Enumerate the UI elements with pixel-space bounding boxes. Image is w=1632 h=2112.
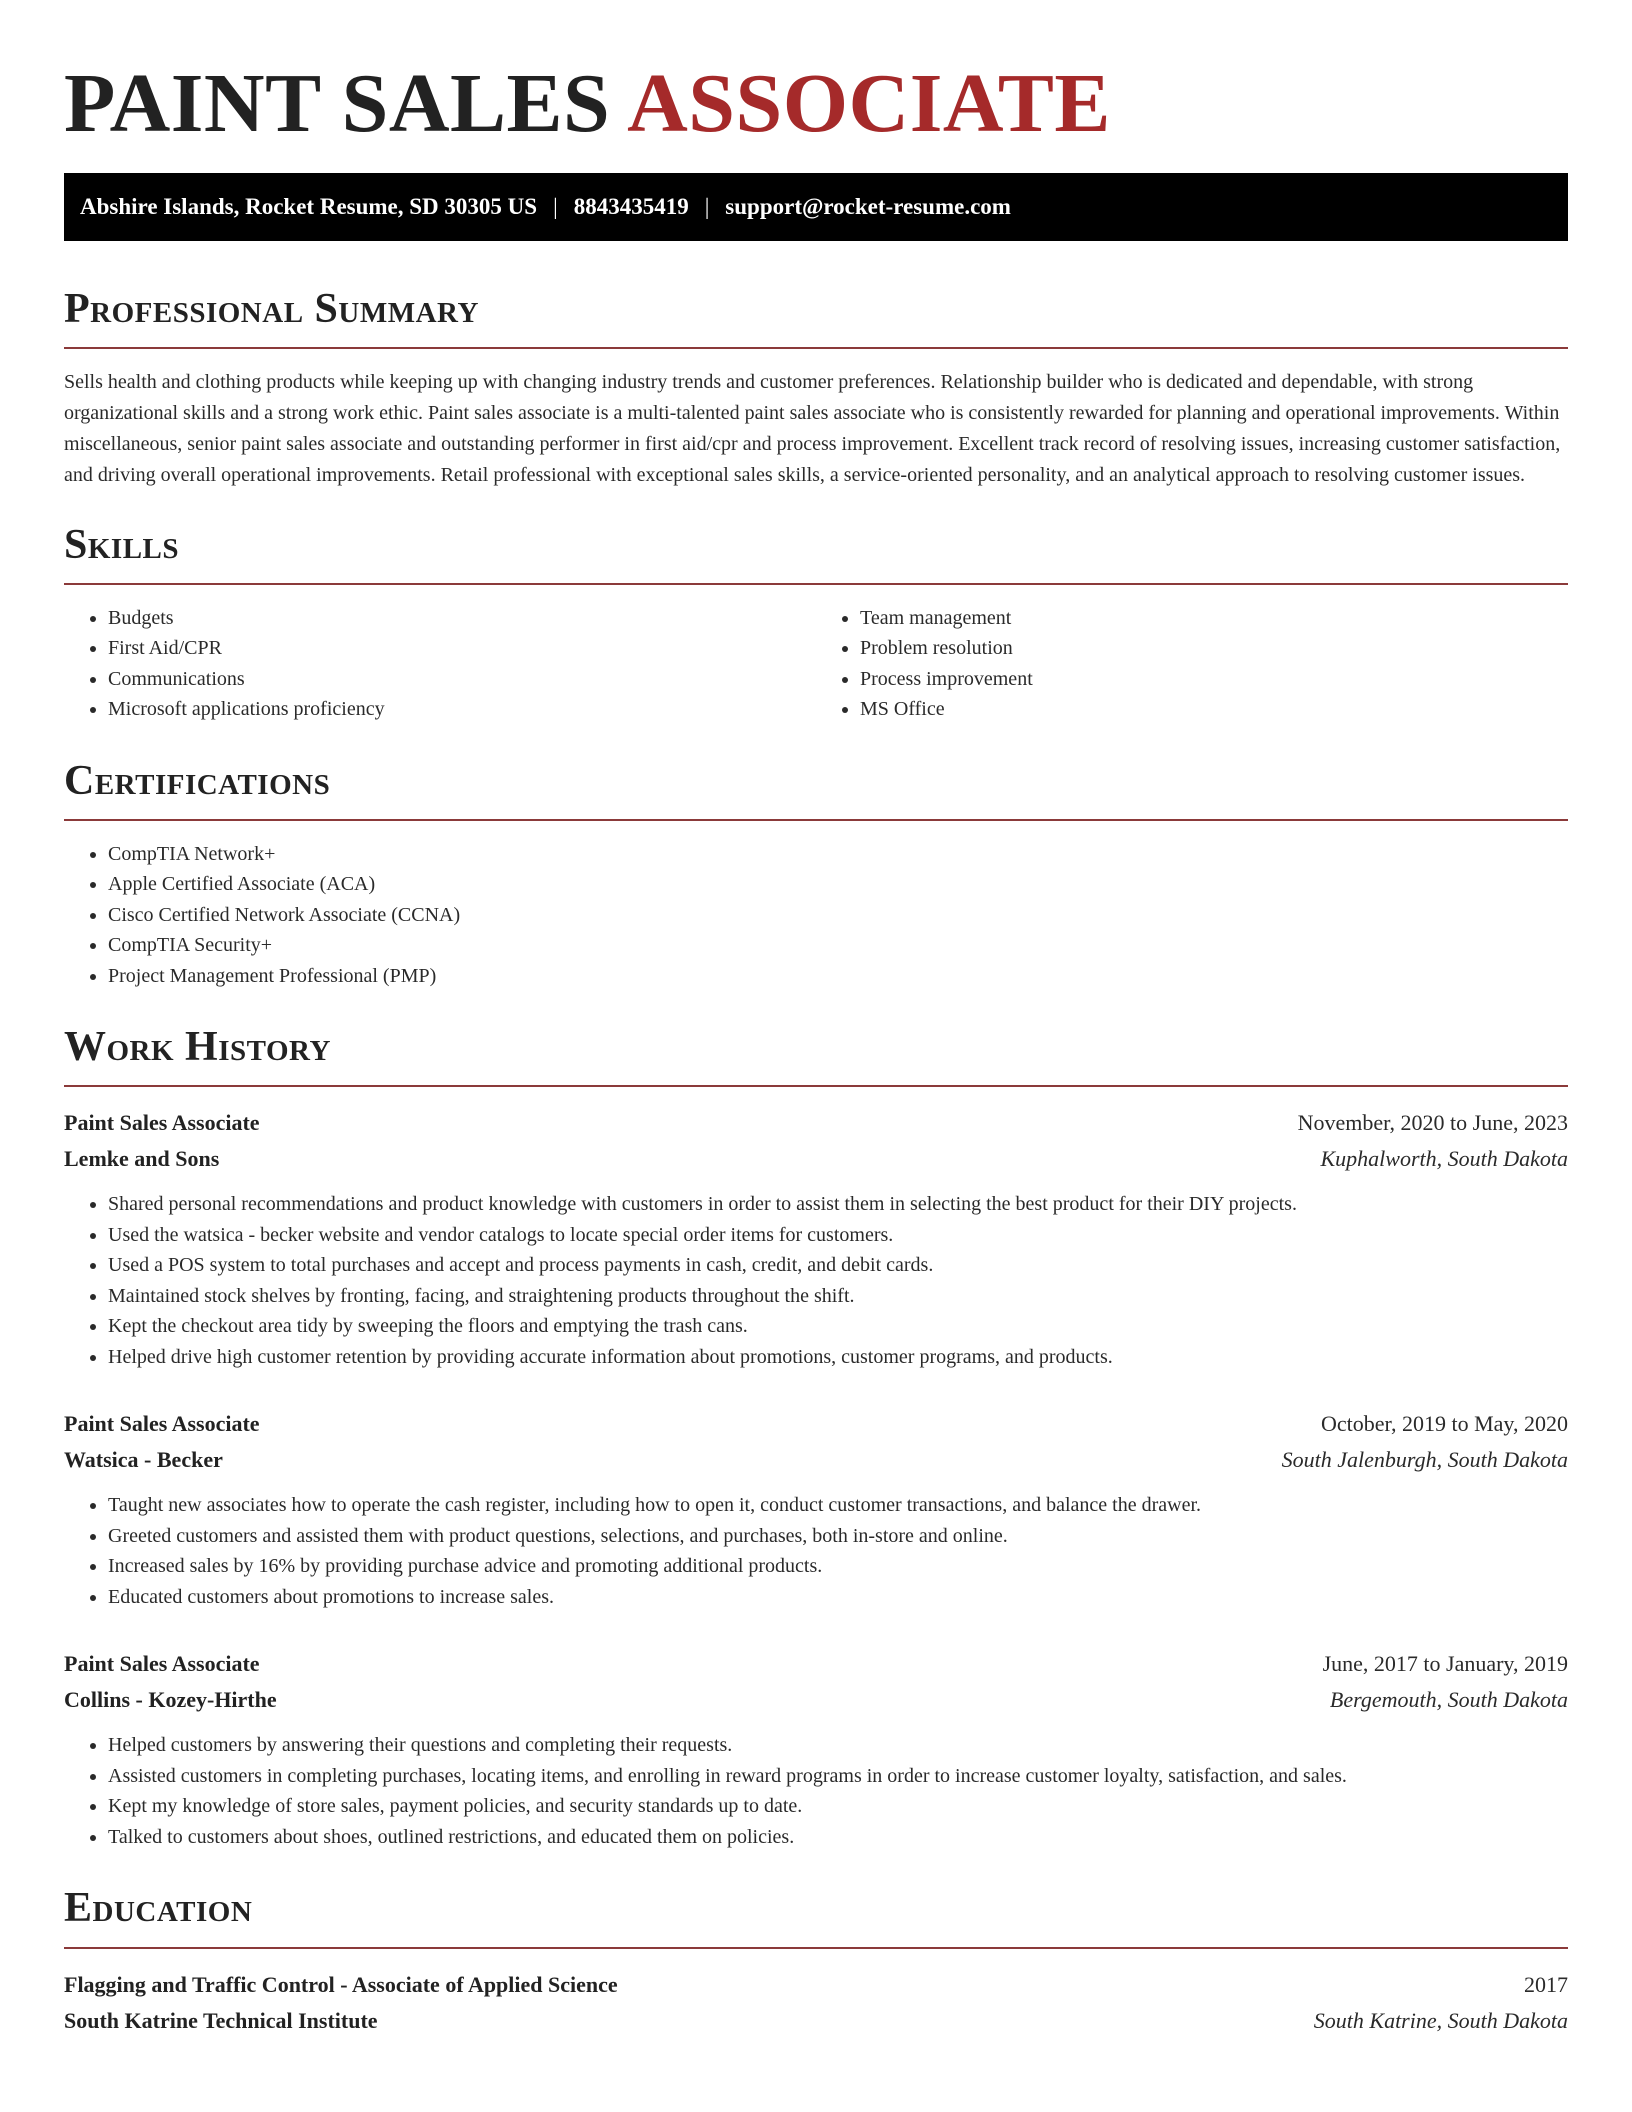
job-bullet: • Taught new associates how to operate the cash register, including how to open it, conduct customer transactions, and balance the drawer.	[108, 1490, 1568, 1521]
job-bullet: • Greeted customers and assisted them with product questions, selections, and purchases, both in-store and online.	[108, 1521, 1568, 1552]
skill-item: • Problem resolution	[860, 633, 1568, 664]
title-accent: ASSOCIATE	[627, 57, 1111, 150]
education-degree-row	[64, 1967, 1568, 2003]
certification-item: • Project Management Professional (PMP)	[108, 961, 1568, 992]
job-bullet: • Used the watsica - becker website and vendor catalogs to locate special order items for customers.	[108, 1220, 1568, 1251]
job-company-row	[64, 1682, 1568, 1718]
work-history-section	[64, 1025, 1568, 1852]
job-bullet: • Helped customers by answering their questions and completing their requests.	[108, 1730, 1568, 1761]
certification-item: • CompTIA Network+	[108, 839, 1568, 870]
job-header-row	[64, 1646, 1568, 1682]
job-bullet: • Used a POS system to total purchases and accept and process payments in cash, credit, and debit cards.	[108, 1250, 1568, 1281]
job-title: Paint Sales Associate	[64, 1651, 260, 1677]
job-company: Watsica - Becker	[64, 1447, 223, 1473]
job-entry	[64, 1406, 1568, 1612]
summary-heading: Professional Summary	[64, 285, 479, 332]
certification-item: • CompTIA Security+	[108, 930, 1568, 961]
section-divider	[64, 347, 1568, 349]
contact-separator: |	[553, 193, 558, 219]
job-bullets	[64, 1189, 1568, 1372]
skills-list-right	[816, 603, 1568, 725]
job-header-row	[64, 1105, 1568, 1141]
contact-email[interactable]: support@rocket-resume.com	[725, 193, 1011, 219]
skill-item: • Microsoft applications proficiency	[108, 694, 816, 725]
skills-section	[64, 523, 1568, 725]
job-company-row	[64, 1141, 1568, 1177]
job-bullet: • Kept my knowledge of store sales, payment policies, and security standards up to date.	[108, 1791, 1568, 1822]
education-school-row	[64, 2003, 1568, 2039]
job-bullet: • Increased sales by 16% by providing purchase advice and promoting additional products.	[108, 1551, 1568, 1582]
certifications-list	[64, 839, 1568, 992]
job-entry	[64, 1646, 1568, 1852]
job-bullets	[64, 1730, 1568, 1852]
education-section	[64, 1886, 1568, 2038]
job-dates: June, 2017 to January, 2019	[1322, 1651, 1568, 1677]
section-divider	[64, 1085, 1568, 1087]
skill-item: • Budgets	[108, 603, 816, 634]
job-title: Paint Sales Associate	[64, 1110, 260, 1136]
job-bullet: • Kept the checkout area tidy by sweeping the floors and emptying the trash cans.	[108, 1311, 1568, 1342]
education-location: South Katrine, South Dakota	[1313, 2007, 1568, 2033]
job-bullet: • Talked to customers about shoes, outlined restrictions, and educated them on policies.	[108, 1822, 1568, 1853]
job-location: South Jalenburgh, South Dakota	[1281, 1447, 1568, 1473]
resume-title	[64, 56, 1568, 153]
skills-heading: Skills	[64, 521, 180, 568]
education-school: South Katrine Technical Institute	[64, 2007, 378, 2033]
section-divider	[64, 1947, 1568, 1949]
contact-phone: 8843435419	[573, 193, 689, 219]
job-company: Lemke and Sons	[64, 1146, 220, 1172]
job-bullet: • Shared personal recommendations and product knowledge with customers in order to assist them in selecting the best product for their DIY projects.	[108, 1189, 1568, 1220]
skill-item: • Process improvement	[860, 664, 1568, 695]
job-bullet: • Assisted customers in completing purchases, locating items, and enrolling in reward programs in order to increase customer loyalty, satisfaction, and sales.	[108, 1761, 1568, 1792]
job-dates: October, 2019 to May, 2020	[1321, 1411, 1568, 1437]
section-divider	[64, 819, 1568, 821]
job-title: Paint Sales Associate	[64, 1411, 260, 1437]
job-dates: November, 2020 to June, 2023	[1297, 1110, 1568, 1136]
contact-bar	[64, 173, 1568, 241]
job-bullets	[64, 1490, 1568, 1612]
skill-item: • First Aid/CPR	[108, 633, 816, 664]
job-company-row	[64, 1442, 1568, 1478]
summary-text: Sells health and clothing products while keeping up with changing industry trends and customer preferences. Relationship builder who is dedicated and dependable, with strong organizational skills and a strong work ethic. Paint sales associate is a multi-talented paint sales associate who is consistently rewarded for planning and operational improvements. Within miscellaneous, senior paint sales associate and outstanding performer in first aid/cpr and process improvement. Excellent track record of resolving issues, increasing customer satisfaction, and driving overall operational improvements. Retail professional with exceptional sales skills, a service-oriented personality, and an analytical approach to resolving customer issues.	[64, 370, 1561, 486]
certification-item: • Cisco Certified Network Associate (CCNA)	[108, 900, 1568, 931]
skills-list-left	[64, 603, 816, 725]
education-year: 2017	[1524, 1971, 1568, 1997]
job-entry	[64, 1105, 1568, 1372]
certifications-section	[64, 759, 1568, 992]
job-company: Collins - Kozey-Hirthe	[64, 1687, 277, 1713]
job-location: Bergemouth, South Dakota	[1329, 1687, 1568, 1713]
skill-item: • Team management	[860, 603, 1568, 634]
skills-grid	[64, 603, 1568, 725]
job-location: Kuphalworth, South Dakota	[1320, 1146, 1568, 1172]
contact-separator: |	[704, 193, 710, 219]
education-heading: Education	[64, 1885, 253, 1932]
section-divider	[64, 583, 1568, 585]
job-bullet: • Helped drive high customer retention by providing accurate information about promotions, customer programs, and products.	[108, 1342, 1568, 1373]
job-bullet: • Maintained stock shelves by fronting, facing, and straightening products throughout the shift.	[108, 1281, 1568, 1312]
contact-address: Abshire Islands, Rocket Resume, SD 30305 US	[80, 193, 538, 219]
job-bullet: • Educated customers about promotions to increase sales.	[108, 1582, 1568, 1613]
work-history-heading: Work History	[64, 1024, 331, 1071]
job-header-row	[64, 1406, 1568, 1442]
certification-item: • Apple Certified Associate (ACA)	[108, 869, 1568, 900]
summary-section	[64, 287, 1568, 491]
skill-item: • MS Office	[860, 694, 1568, 725]
education-degree: Flagging and Traffic Control - Associate of Applied Science	[64, 1971, 618, 1997]
skill-item: • Communications	[108, 664, 816, 695]
title-main: PAINT SALES	[64, 57, 611, 150]
certifications-heading: Certifications	[64, 757, 331, 804]
